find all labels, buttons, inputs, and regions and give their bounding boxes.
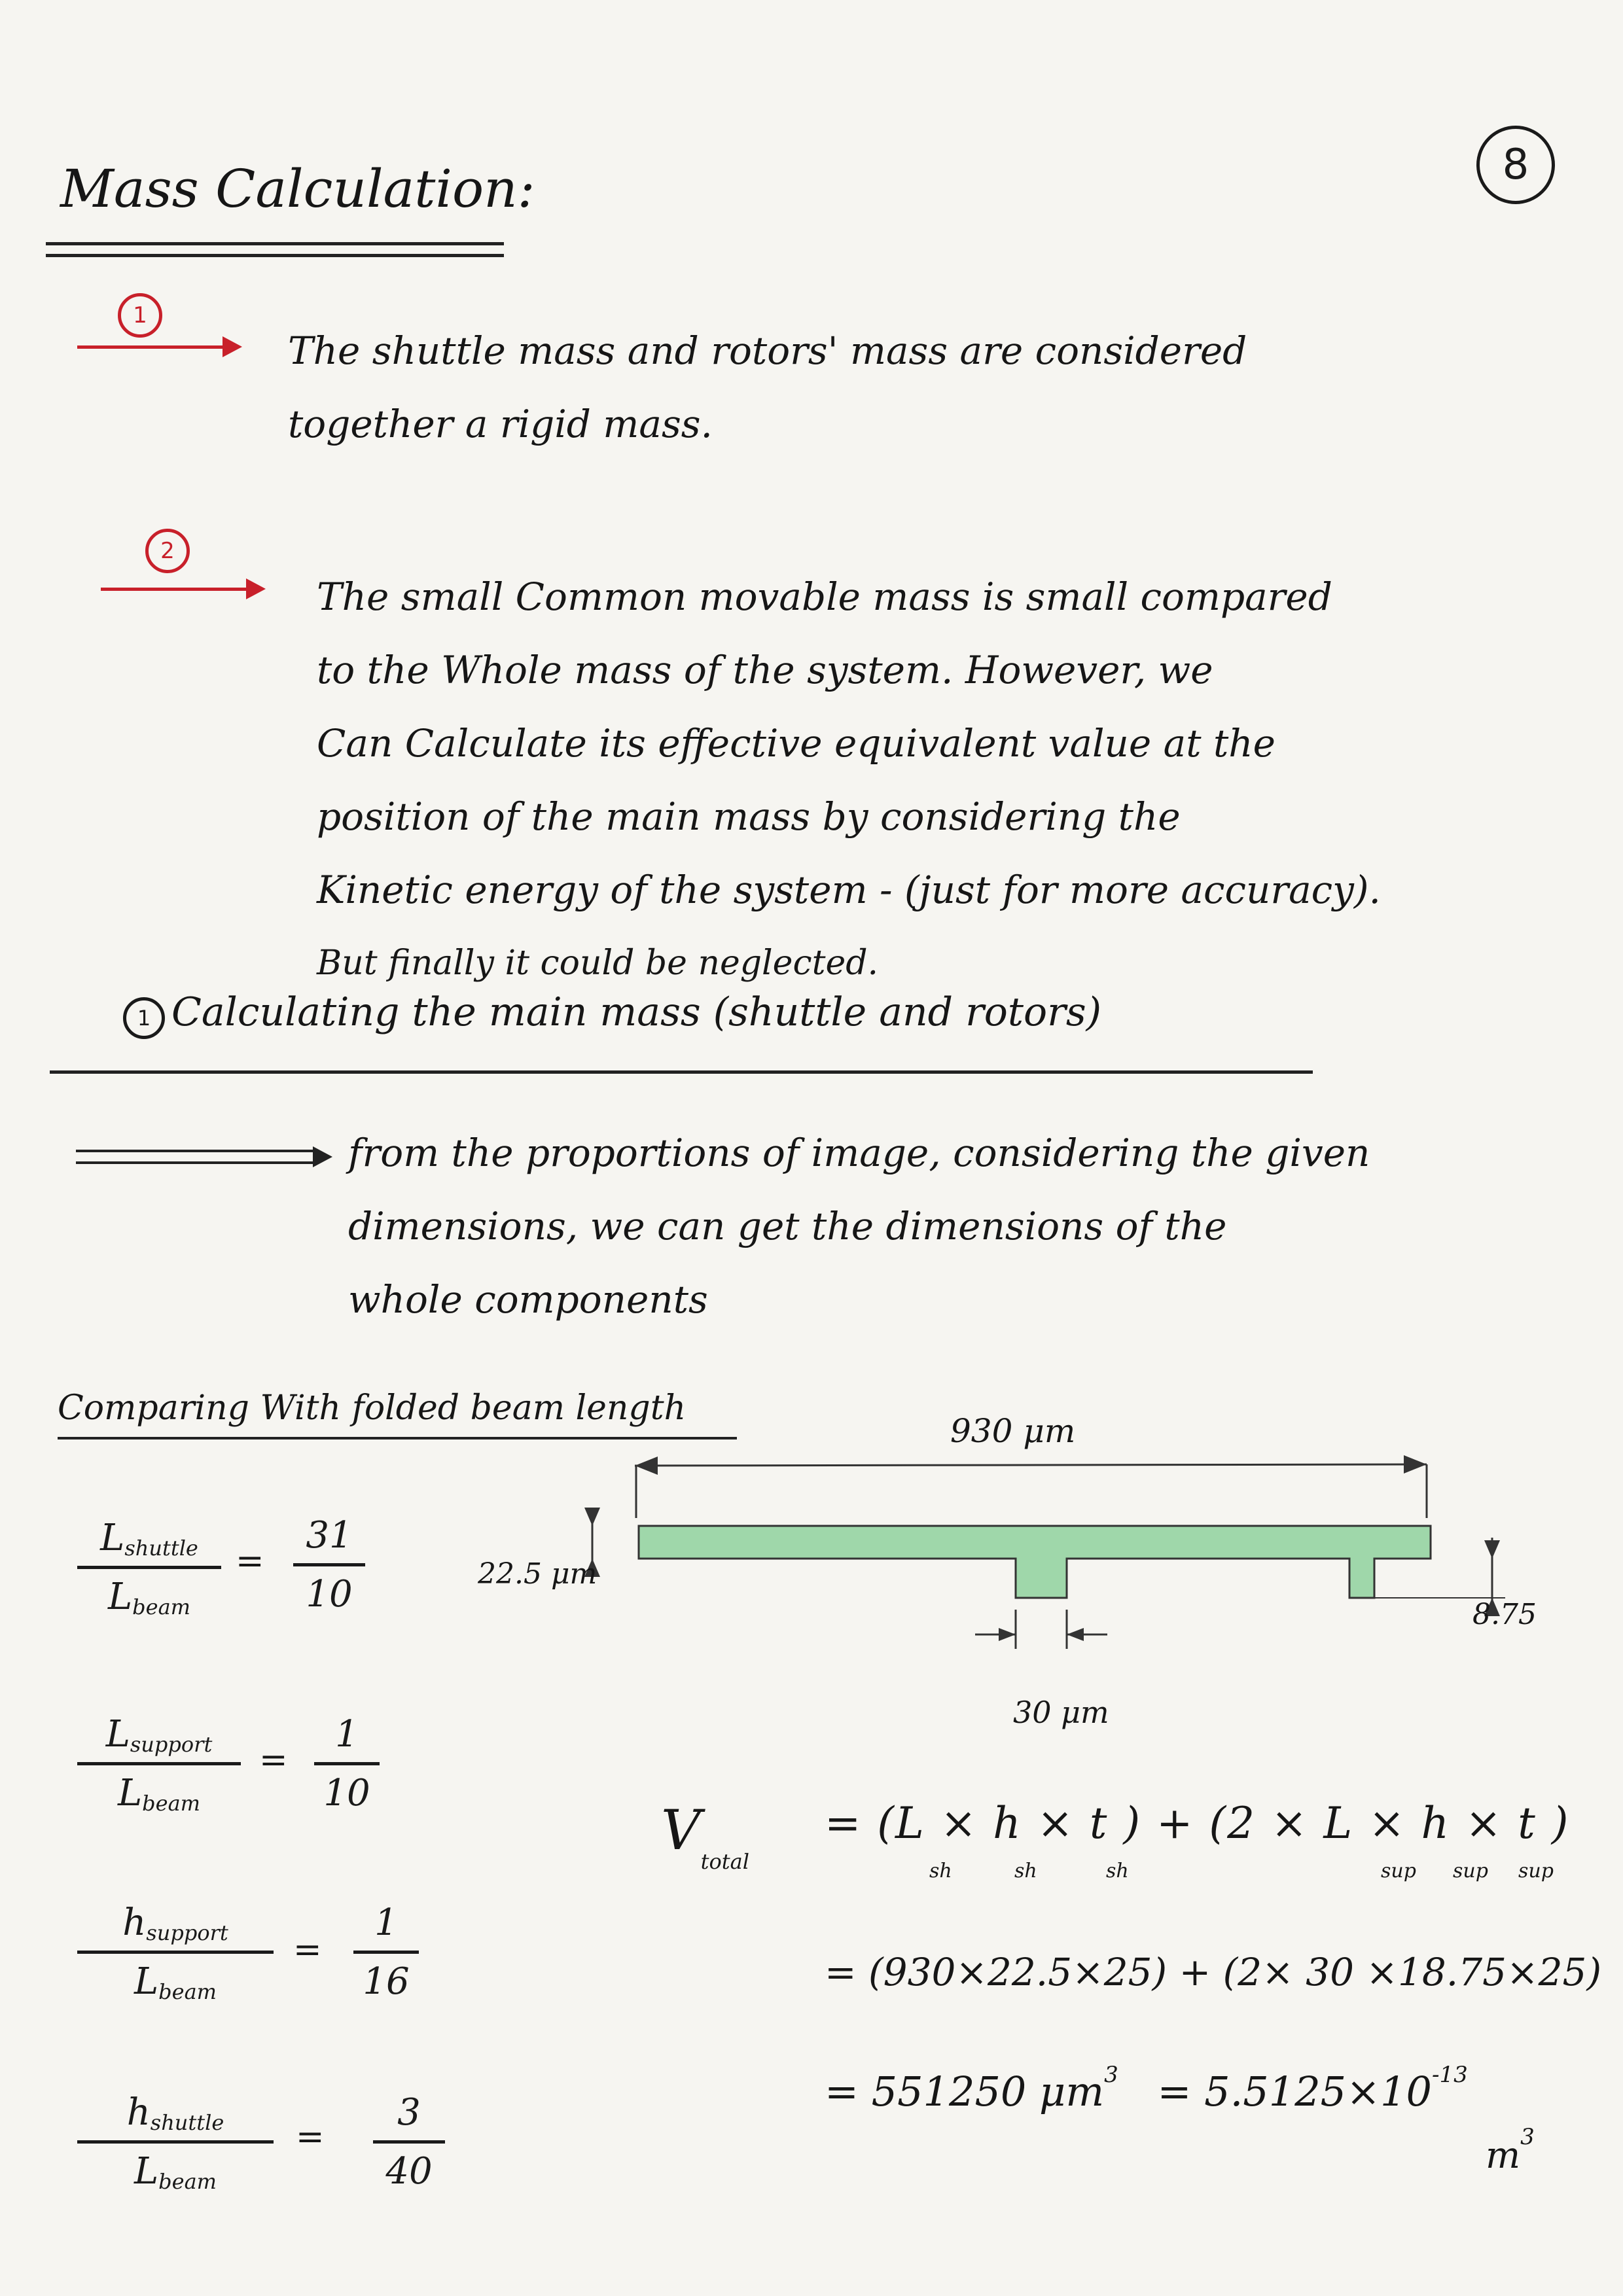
- page-title: Mass Calculation:: [60, 158, 535, 219]
- equation-line-1: = (L × h × t ) + (2 × L × h × t ): [825, 1798, 1570, 1848]
- section1-heading: Calculating the main mass (shuttle and rotors): [171, 989, 1102, 1035]
- height-arrow-top: [584, 1508, 600, 1526]
- title-underline-1: [46, 242, 504, 245]
- section1-marker: 1: [123, 997, 165, 1039]
- subscript: sh: [1014, 1860, 1037, 1882]
- note2-line: The small Common movable mass is small compared: [317, 574, 1332, 619]
- equation-line-3: = 551250 $\mu m^3 = 5.5125\times 10^{-13}$: [825, 2062, 1468, 2115]
- length-arrow-left: [635, 1457, 658, 1475]
- volume-symbol: V: [661, 1798, 701, 1862]
- length-arrow-right: [1404, 1455, 1427, 1474]
- note2-arrow-line: [101, 588, 251, 591]
- ratio-equals: =: [236, 1542, 264, 1581]
- length-label: 930 μm: [950, 1412, 1076, 1450]
- page-number-circle: [1476, 126, 1555, 204]
- note2-arrow-head: [246, 578, 266, 599]
- note2-marker: 2: [145, 529, 190, 573]
- equation-line-2: = (930×22.5×25) + (2× 30 ×18.75×25): [825, 1950, 1602, 1994]
- right-arrow-top: [1484, 1540, 1500, 1559]
- note1-line: together a rigid mass.: [288, 402, 713, 446]
- volume-m3: = 5.5125×10: [1157, 2068, 1432, 2115]
- ratio-equals: =: [259, 1740, 288, 1780]
- note2-line: But finally it could be neglected.: [317, 944, 879, 983]
- note1-line: The shuttle mass and rotors' mass are considered: [288, 328, 1247, 373]
- section1-line: whole components: [348, 1277, 708, 1322]
- comparing-heading: Comparing With folded beam length: [58, 1388, 687, 1428]
- gap-arrow-right: [1067, 1628, 1084, 1641]
- beam-shape: [639, 1526, 1431, 1598]
- equation-unit: $m^3$: [1486, 2124, 1535, 2177]
- length-dimension-line: [635, 1464, 1427, 1466]
- page-number: 8: [1502, 141, 1529, 189]
- right-label: 8.75: [1472, 1598, 1537, 1631]
- note2-line: Can Calculate its effective equivalent value at the: [317, 721, 1275, 766]
- note2-line: position of the main mass by considering the: [317, 794, 1181, 839]
- section1-arrow-line-2: [76, 1161, 318, 1164]
- gap-arrow-left: [999, 1628, 1016, 1641]
- volume-um3: = 551250 μm: [825, 2068, 1105, 2115]
- ratio-h-shuttle-value: 3 40: [373, 2091, 445, 2193]
- note2-line: Kinetic energy of the system - (just for more accuracy).: [317, 868, 1381, 912]
- volume-lhs: [661, 1798, 749, 1874]
- subscript: sh: [1106, 1860, 1129, 1882]
- note1-arrow-head: [223, 336, 242, 357]
- section1-line: from the proportions of image, considering the given: [348, 1131, 1370, 1175]
- section1-arrow-line-1: [76, 1150, 318, 1152]
- note1-marker: 1: [118, 293, 162, 338]
- note2-line: to the Whole mass of the system. However, we: [317, 648, 1213, 692]
- note1-text: [288, 314, 1247, 461]
- ratio-h-support-value: 1 16: [353, 1901, 419, 2003]
- volume-subscript: total: [700, 1849, 749, 1874]
- subscript: sup: [1453, 1860, 1488, 1882]
- section1-line: dimensions, we can get the dimensions of the: [348, 1204, 1227, 1248]
- section1-text: [348, 1116, 1370, 1336]
- ratio-shuttle-value: 31 10: [293, 1514, 365, 1616]
- ratio-support-value: 1 10: [314, 1713, 380, 1814]
- height-label: 22.5 μm: [478, 1557, 597, 1591]
- section1-arrow-head: [313, 1146, 332, 1167]
- ratio-support-lhs: Lsupport Lbeam: [77, 1713, 241, 1814]
- section1-underline: [50, 1070, 1313, 1074]
- ratio-h-support-lhs: hsupport Lbeam: [77, 1901, 274, 2003]
- ratio-equals: =: [296, 2117, 325, 2157]
- subscript: sh: [929, 1860, 952, 1882]
- ratio-equals: =: [293, 1930, 322, 1969]
- note1-arrow-line: [77, 345, 228, 349]
- ratio-shuttle-lhs: Lshuttle Lbeam: [77, 1517, 221, 1618]
- title-underline-2: [46, 254, 504, 257]
- ratio-h-shuttle-lhs: hshuttle Lbeam: [77, 2091, 274, 2193]
- note2-text: [317, 560, 1381, 1000]
- gap-label: 30 μm: [1013, 1695, 1109, 1730]
- subscript: sup: [1518, 1860, 1554, 1882]
- subscript: sup: [1381, 1860, 1416, 1882]
